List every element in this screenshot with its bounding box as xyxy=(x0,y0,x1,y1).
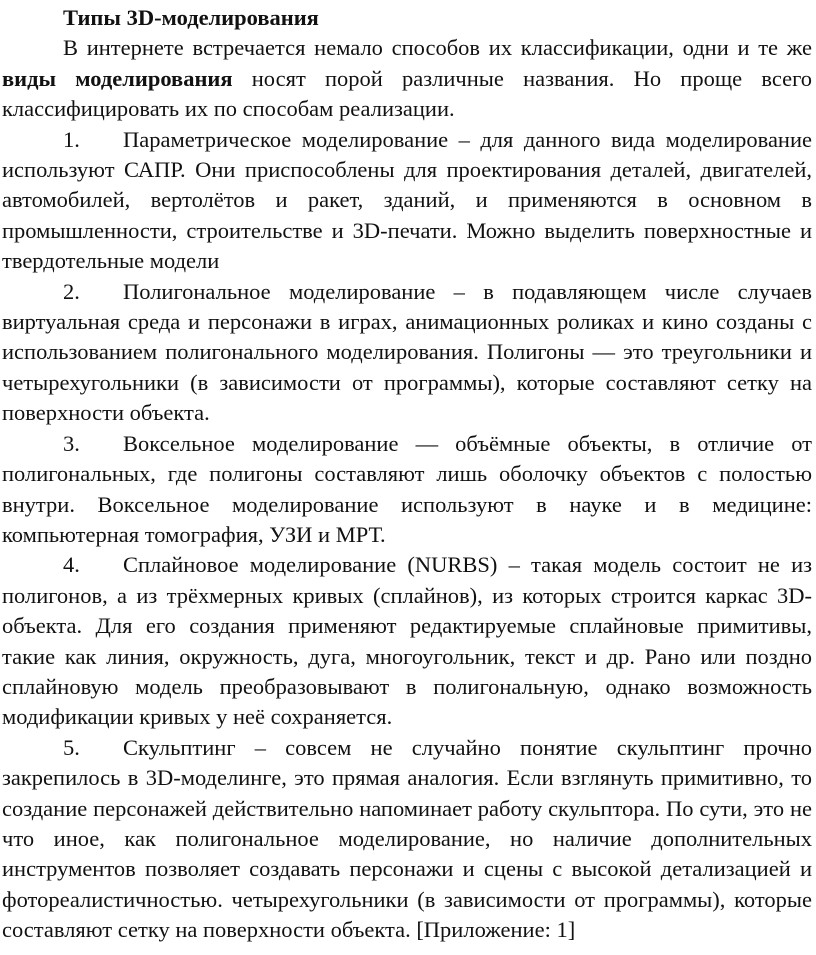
document-title: Типы 3D-моделирования xyxy=(63,5,319,30)
list-item-spline xyxy=(2,550,812,732)
list-item-polygonal xyxy=(2,277,812,429)
list-item-voxel xyxy=(2,429,812,551)
intro-bold-term: виды моделирования xyxy=(2,65,233,91)
list-item-number: 3. xyxy=(63,430,80,456)
list-item-number: 1. xyxy=(63,126,80,152)
list-item-text: Воксельное моделирование — объёмные объекты, в отличие от полигональных, где полигоны составляют лишь оболочку объектов с полостью внутри. Воксельное моделирование используют в науке и в медицине: компьютерная томография, УЗИ и МРТ. xyxy=(2,430,812,547)
list-item-number: 5. xyxy=(63,734,80,760)
list-item-sculpting xyxy=(2,733,812,946)
list-item-parametric xyxy=(2,125,812,277)
list-item-number: 2. xyxy=(63,278,80,304)
list-item-number: 4. xyxy=(63,552,80,578)
intro-text-start: В интернете встречается немало способов их классификации, одни и те же xyxy=(63,35,812,61)
list-item-text: Полигональное моделирование – в подавляющем числе случаев виртуальная среда и персонажи в играх, анимационных роликах и кино созданы с использованием полигонального моделирования. Полигоны — это треугольники и четырехугольники (в зависимости от программы), которые составляют сетку на поверхности объекта. xyxy=(2,278,812,426)
list-item-text: Скульптинг – совсем не случайно понятие скульптинг прочно закрепилось в 3D-моделинге, это прямая аналогия. Если взглянуть примитивно, то создание персонажей действительно напоминает работу скульптора. По сути, это не что иное, как полигональное моделирование, но наличие дополнительных инструментов позволяет создавать персонажи и сцены с высокой детализацией и фотореалистичностью. четырехугольники (в зависимости от программы), которые составляют сетку на поверхности объекта. [Приложение: 1] xyxy=(2,734,812,943)
intro-text-end: носят порой различные названия. Но проще всего классифицировать их по способам реализации. xyxy=(2,65,812,122)
intro-paragraph xyxy=(2,33,812,124)
list-item-text: Параметрическое моделирование – для данного вида моделирование используют САПР. Они приспособлены для проектирования деталей, двигателей, автомобилей, вертолётов и ракет, зданий, и применяются в основном в промышленности, строительстве и 3D-печати. Можно выделить поверхностные и твердотельные модели xyxy=(2,126,812,274)
list-item-text: Сплайновое моделирование (NURBS) – такая модель состоит не из полигонов, а из трёхмерных кривых (сплайнов), из которых строится каркас 3D-объекта. Для его создания применяют редактируемые сплайновые примитивы, такие как линия, окружность, дуга, многоугольник, текст и др. Рано или поздно сплайновую модель преобразовывают в полигональную, однако возможность модификации кривых у неё сохраняется. xyxy=(2,552,812,730)
